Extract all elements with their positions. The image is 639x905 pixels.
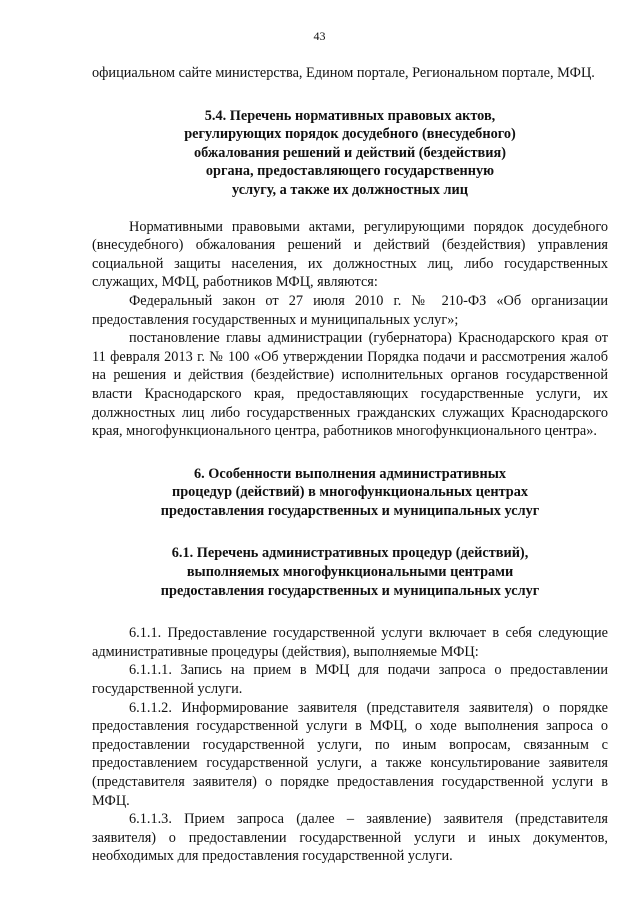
section-6-heading xyxy=(92,465,608,521)
section-5-4-paragraph: постановление главы администрации (губернатора) Краснодарского края от 11 февраля 2013 г. № 100 «Об утверждении Порядка подачи и рассмотрения жалоб на решения и действия (бездействие) исполнительных органов государственной власти Краснодарского края, предоставляющих государственные услуги, их должностных лиц либо государственных гражданских служащих Краснодарского края, многофункционального центра, работников многофункционального центра». xyxy=(92,330,608,440)
section-5-4-heading-line: регулирующих порядок досудебного (внесудебного) xyxy=(184,126,516,143)
section-6-1-heading-line: выполняемых многофункциональными центрами xyxy=(186,564,514,581)
section-6-1-paragraph: 6.1.1.3. Прием запроса (далее – заявление) заявителя (представителя заявителя) о предоставлении государственной услуги и иных документов, необходимых для предоставления государственной услуги. xyxy=(92,811,608,865)
section-6-1-heading-line: 6.1. Перечень административных процедур (действий), xyxy=(171,545,529,562)
section-5-4-heading xyxy=(92,107,608,200)
section-5-4-heading-line: обжалования решений и действий (бездействия) xyxy=(193,144,506,161)
section-6-1-heading-line: предоставления государственных и муниципальных услуг xyxy=(160,582,540,599)
section-5-4-paragraph: Нормативными правовыми актами, регулирующими порядок досудебного (внесудебного) обжалования решений и действий (бездействия) управления социальной защиты населения, их должностных лиц, либо государственных служащих, МФЦ, работников МФЦ, являются: xyxy=(92,218,608,291)
section-6-1-paragraph: 6.1.1.2. Информирование заявителя (представителя заявителя) о порядке предоставления государственной услуги в МФЦ, о ходе выполнения запроса о предоставлении государственной услуги, по иным вопросам, связанным с предоставлением государственной услуги, а также консультирование заявителя (представителя заявителя) о порядке предоставления государственной услуги в МФЦ. xyxy=(92,699,608,809)
section-5-4-paragraph: Федеральный закон от 27 июля 2010 г. № 210-ФЗ «Об организации предоставления государственных и муниципальных услуг»; xyxy=(92,292,608,328)
page-number: 43 xyxy=(313,29,326,43)
section-6-1-paragraph: 6.1.1.1. Запись на прием в МФЦ для подачи запроса о предоставлении государственной услуги. xyxy=(92,662,608,698)
section-5-4-heading-line: органа, предоставляющего государственную xyxy=(205,163,495,180)
section-5-4-heading-line: услугу, а также их должностных лиц xyxy=(232,181,468,198)
section-6-1-paragraph: 6.1.1. Предоставление государственной услуги включает в себя следующие административные процедуры (действия), выполняемые МФЦ: xyxy=(92,625,608,660)
section-6-heading-line: процедур (действий) в многофункциональных центрах xyxy=(171,484,529,501)
spacer xyxy=(92,520,608,544)
spacer xyxy=(92,441,608,465)
section-6-heading-line: 6. Особенности выполнения административных xyxy=(193,465,507,482)
spacer xyxy=(92,600,608,624)
spacer xyxy=(92,83,608,107)
section-6-1-heading xyxy=(92,544,608,600)
intro-paragraph: официальном сайте министерства, Едином портале, Региональном портале, МФЦ. xyxy=(92,65,595,81)
document-content xyxy=(92,64,608,866)
spacer xyxy=(92,200,608,218)
section-5-4-heading-line: 5.4. Перечень нормативных правовых актов, xyxy=(204,107,496,124)
section-6-heading-line: предоставления государственных и муниципальных услуг xyxy=(160,502,540,519)
